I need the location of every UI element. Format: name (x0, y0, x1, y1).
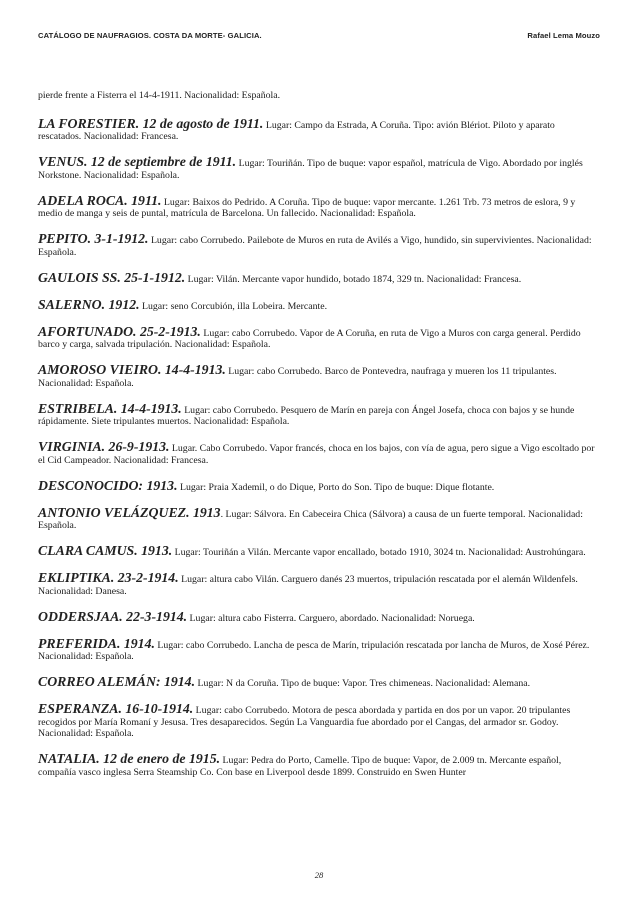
entry-text: Lugar: altura cabo Fisterra. Carguero, abordado. Nacionalidad: Noruega. (187, 612, 475, 624)
entry-text: Lugar: Baixos do Pedrido. A Coruña. Tipo de buque: vapor mercante. 1.261 Trb. 73 metros de eslora, 9 y medio de manga y seis de puntal, matrícula de Barcelona. Un fallecido. Nacionalidad: Española. (38, 196, 576, 219)
entry-text: Lugar: Touriñán. Tipo de buque: vapor español, matrícula de Vigo. Abordado por inglés Norkstone. Nacionalidad: Española. (38, 158, 583, 181)
entry-name: AFORTUNADO. 25-2-1913. (38, 323, 201, 339)
catalog-entry (38, 362, 600, 389)
entry-name: ESPERANZA. 16-10-1914. (38, 701, 194, 716)
entry-name: VENUS. 12 de septiembre de 1911. (38, 154, 237, 169)
entry-text: Lugar: Campo da Estrada, A Coruña. Tipo: avión Blériot. Piloto y aparato rescatados. Nacionalidad: Francesa. (38, 119, 555, 142)
entry-name: ADELA ROCA. 1911. (38, 192, 162, 208)
entry-name: LA FORESTIER. 12 de agosto de 1911. (38, 115, 264, 131)
entry-name: VIRGINIA. 26-9-1913. (38, 439, 170, 454)
entry-name: CLARA CAMUS. 1913. (38, 543, 173, 558)
entry-name: ANTONIO VELÁZQUEZ. 1913 (38, 504, 221, 520)
header-author: Rafael Lema Mouzo (527, 31, 600, 40)
catalog-entry (38, 116, 600, 143)
entry-text: Lugar: cabo Corrubedo. Pailebote de Muros en ruta de Avilés a Vigo, hundido, sin supervivientes. Nacionalidad: Española. (38, 235, 592, 258)
page-number: 28 (314, 870, 324, 880)
catalog-entry (38, 439, 600, 466)
catalog-entry (38, 401, 600, 428)
entry-name: SALERNO. 1912. (38, 296, 140, 312)
entry-text: . Lugar: Sálvora. En Cabeceira Chica (Sálvora) a causa de un fuerte temporal. Nacionalidad: Española. (38, 508, 583, 531)
catalog-content (38, 90, 600, 790)
entry-name: PREFERIDA. 1914. (38, 635, 155, 651)
catalog-entry (38, 505, 600, 532)
entry-name: AMOROSO VIEIRO. 14-4-1913. (38, 362, 226, 377)
header-title: CATÁLOGO DE NAUFRAGIOS. COSTA DA MORTE- GALICIA. (38, 31, 262, 40)
running-header (38, 31, 600, 40)
entry-name: CORREO ALEMÁN: 1914. (38, 674, 196, 689)
entry-text: Lugar: seno Corcubión, illa Lobeira. Mercante. (139, 300, 328, 312)
catalog-entry (38, 543, 600, 559)
catalog-entry (38, 751, 600, 778)
entry-text: Lugar. Cabo Corrubedo. Vapor francés, choca en los bajos, con vía de agua, pero sigue a Vigo escoltado por el Cid Campeador. Nacionalidad: Francesa. (38, 443, 595, 466)
entry-text: Lugar: cabo Corrubedo. Pesquero de Marín en pareja con Ángel Josefa, choca con bajos y se hunde rápidamente. Siete tripulantes muertos. Nacionalidad: Española. (38, 404, 575, 427)
entry-name: DESCONOCIDO: 1913. (38, 477, 178, 493)
catalog-entry (38, 270, 600, 286)
catalog-entry (38, 701, 600, 740)
entry-name: ESTRIBELA. 14-4-1913. (38, 400, 182, 416)
entry-text: Lugar: cabo Corrubedo. Barco de Pontevedra, naufraga y mueren los 11 tripulantes. Nacionalidad: Española. (38, 366, 557, 389)
catalog-entry (38, 478, 600, 494)
entry-text: Lugar: altura cabo Vilán. Carguero danés 23 muertos, tripulación rescatada por el alemán Wildenfels. Nacionalidad: Danesa. (38, 574, 578, 597)
continuation-text: pierde frente a Fisterra el 14-4-1911. Nacionalidad: Española. (38, 90, 281, 101)
catalog-entry (38, 297, 600, 313)
entry-text: Lugar: N da Coruña. Tipo de buque: Vapor. Tres chimeneas. Nacionalidad: Alemana. (195, 678, 531, 689)
catalog-entry (38, 193, 600, 220)
entry-text: Lugar: cabo Corrubedo. Lancha de pesca de Marín, tripulación rescatada por lancha de Muros, de Xosé Pérez. Nacionalidad: Española. (38, 639, 590, 662)
entry-name: GAULOIS SS. 25-1-1912. (38, 269, 186, 285)
catalog-entry (38, 570, 600, 597)
entry-text: Lugar: cabo Corrubedo. Vapor de A Coruña, en ruta de Vigo a Muros con carga general. Perdido barco y carga, salvada tripulación. Nacionalidad: Española. (38, 327, 581, 350)
catalog-entry (38, 674, 600, 690)
entry-text: Lugar: cabo Corrubedo. Motora de pesca abordada y partida en dos por un vapor. 20 tripulantes recogidos por María Romaní y Jesusa. Tres desaparecidos. Según La Vanguardia fue abordado por el Cangas, del armador sr. Godoy. Nacionalidad: Española. (38, 705, 571, 739)
entry-text: Lugar: Pedra do Porto, Camelle. Tipo de buque: Vapor, de 2.009 tn. Mercante español, compañía vasco inglesa Serra Steamship Co. Con base en Liverpool desde 1899. Construido en Swen Hunter (38, 755, 562, 778)
entry-text: Lugar: Touriñán a Vilán. Mercante vapor encallado, botado 1910, 3024 tn. Nacionalidad: Austrohúngara. (172, 547, 586, 558)
entry-name: EKLIPTIKA. 23-2-1914. (38, 570, 179, 585)
catalog-entry (38, 154, 600, 181)
catalog-entry (38, 636, 600, 663)
entry-name: PEPITO. 3-1-1912. (38, 231, 149, 246)
catalog-entry (38, 324, 600, 351)
entry-text: Lugar: Praia Xademil, o do Dique, Porto do Son. Tipo de buque: Dique flotante. (177, 481, 495, 493)
catalog-entry (38, 231, 600, 258)
catalog-entry (38, 609, 600, 625)
entry-name: ODDERSJAA. 22-3-1914. (38, 608, 188, 624)
entry-text: Lugar: Vilán. Mercante vapor hundido, botado 1874, 329 tn. Nacionalidad: Francesa. (185, 273, 522, 285)
entry-name: NATALIA. 12 de enero de 1915. (38, 751, 221, 766)
